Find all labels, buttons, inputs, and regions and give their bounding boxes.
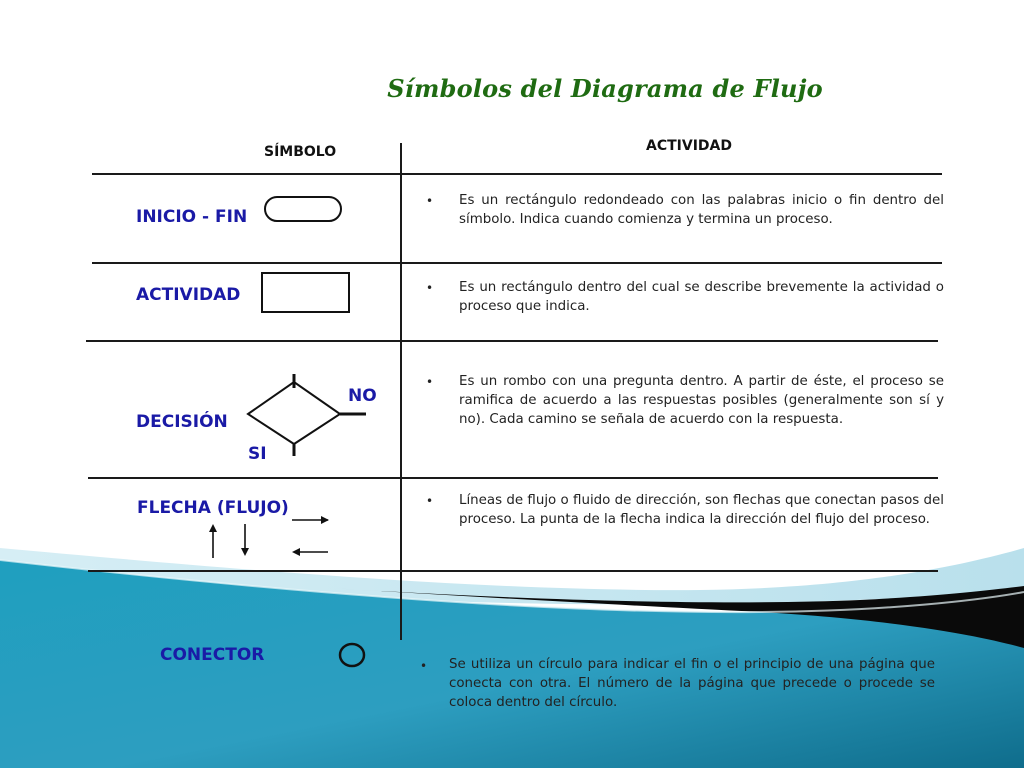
bullet: • — [426, 375, 434, 389]
column-header-activity: ACTIVIDAD — [646, 138, 732, 154]
description-flecha: Líneas de flujo o fluido de dirección, son flechas que conectan pasos del proceso. La punta de la flecha indica la dirección del flujo del proceso. — [459, 493, 944, 527]
page-title: Símbolos del Diagrama de Flujo — [387, 74, 823, 103]
process-rectangle-symbol — [260, 271, 352, 315]
description-actividad: Es un rectángulo dentro del cual se describe brevemente la actividad o proceso que indica. — [459, 280, 944, 314]
symbol-label-conector: CONECTOR — [160, 645, 265, 665]
column-header-symbol: SÍMBOLO — [264, 144, 337, 160]
symbol-label-flecha: FLECHA (FLUJO) — [137, 498, 289, 518]
row-divider — [88, 477, 938, 479]
symbol-label-actividad: ACTIVIDAD — [136, 285, 241, 305]
decision-yes-label: SI — [248, 444, 267, 464]
decision-no-label: NO — [348, 386, 377, 406]
column-divider — [400, 143, 402, 640]
bullet: • — [426, 281, 434, 295]
row-divider — [88, 570, 938, 572]
symbol-label-decision: DECISIÓN — [136, 412, 228, 432]
connector-circle-symbol — [336, 640, 368, 670]
row-divider — [86, 340, 938, 342]
symbol-label-inicio-fin: INICIO - FIN — [136, 207, 248, 227]
row-divider — [92, 262, 942, 264]
bullet: • — [426, 494, 434, 508]
row-divider — [92, 173, 942, 175]
bullet: • — [420, 659, 428, 673]
description-decision: Es un rombo con una pregunta dentro. A partir de éste, el proceso se ramifica de acuerdo a las respuestas posibles (generalmente son sí y no). Cada camino se señala de acuerdo con la respuesta. — [459, 374, 944, 427]
terminator-symbol — [262, 194, 344, 224]
description-inicio-fin: Es un rectángulo redondeado con las palabras inicio o fin dentro del símbolo. Indica cuando comienza y termina un proceso. — [459, 193, 944, 227]
bullet: • — [426, 194, 434, 208]
flow-arrows-symbol — [200, 508, 340, 564]
description-conector: Se utiliza un círculo para indicar el fin o el principio de una página que conecta con otra. El número de la página que precede o procede se coloca dentro del círculo. — [449, 657, 935, 710]
